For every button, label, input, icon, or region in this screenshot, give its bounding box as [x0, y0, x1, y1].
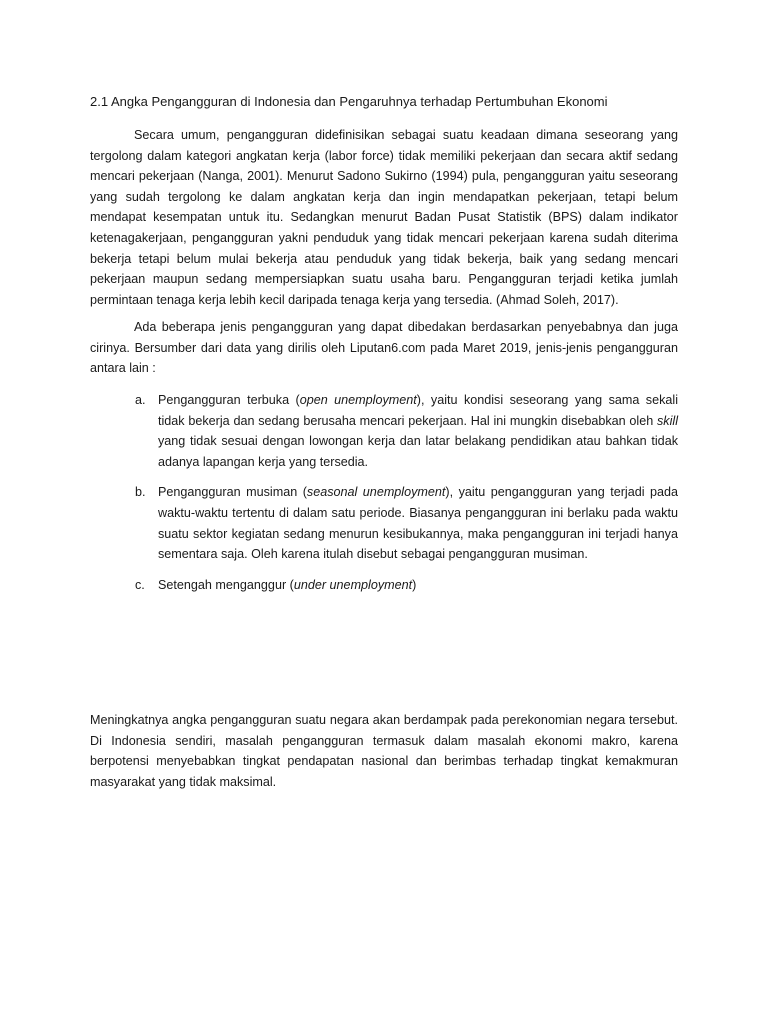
list-item-under-unemployment	[135, 575, 678, 596]
paragraph-text: Secara umum, pengangguran didefinisikan sebagai suatu keadaan dimana seseorang yang tergolong dalam kategori angkatan kerja (labor force) tidak memiliki pekerjaan dan secara aktif sedang mencari pekerjaan (Nanga, 2001). Menurut Sadono Sukirno (1994) pula, pengangguran yaitu seseorang yang sudah tergolong ke dalam angkatan kerja dan ingin mendapatkan pekerjaan, tetapi belum mendapat kesempatan untuk itu. Sedangkan menurut Badan Pusat Statistik (BPS) dalam indikator ketenagakerjaan, pengangguran yakni penduduk yang tidak mencari pekerjaan karena sudah diterima bekerja tetapi belum mulai bekerja atau penduduk yang tidak bekerja, baik yang sedang mencari pekerjaan maupun sedang mempersiapkan suatu usaha baru. Pengangguran terjadi ketika jumlah permintaan tenaga kerja lebih kecil daripada tenaga kerja yang tersedia. (Ahmad Soleh, 2017).	[90, 128, 678, 307]
paragraph-definition	[90, 125, 678, 310]
paragraph-impact	[90, 710, 678, 792]
list-marker: b.	[135, 485, 146, 500]
paragraph-types-intro	[90, 317, 678, 379]
list-item-open-unemployment	[135, 390, 678, 472]
paragraph-text: Ada beberapa jenis pengangguran yang dapat dibedakan berdasarkan penyebabnya dan juga cirinya. Bersumber dari data yang dirilis oleh Liputan6.com pada Maret 2019, jenis-jenis pengangguran antara lain :	[90, 320, 678, 376]
list-item-seasonal-unemployment	[135, 482, 678, 564]
list-marker: c.	[135, 577, 145, 592]
list-item-text: Pengangguran terbuka (open unemployment), yaitu kondisi seseorang yang sama sekali tidak bekerja dan sedang berusaha mencari pekerjaan. Hal ini mungkin disebabkan oleh skill yang tidak sesuai dengan lowongan kerja dan latar belakang pendidikan atau bahkan tidak adanya lapangan kerja yang tersedia.	[158, 393, 679, 469]
unemployment-types-list	[135, 390, 678, 605]
list-item-text: Pengangguran musiman (seasonal unemployment), yaitu pengangguran yang terjadi pada waktu-waktu tertentu di dalam satu periode. Biasanya pengangguran ini berlaku pada waktu suatu sektor kegiatan sedang menurun kesibukannya, maka pengangguran ini terjadi hanya sementara saja. Oleh karena itulah disebut sebagai pengangguran musiman.	[158, 485, 679, 562]
list-item-text: Setengah menganggur (under unemployment)	[158, 577, 417, 592]
section-heading: 2.1 Angka Pengangguran di Indonesia dan Pengaruhnya terhadap Pertumbuhan Ekonomi	[90, 94, 608, 109]
paragraph-text: Meningkatnya angka pengangguran suatu negara akan berdampak pada perekonomian negara tersebut. Di Indonesia sendiri, masalah pengangguran termasuk dalam masalah ekonomi makro, karena berpotensi menyebabkan tingkat pendapatan nasional dan berimbas terhadap tingkat kemakmuran masyarakat yang tidak maksimal.	[90, 713, 678, 789]
list-marker: a.	[135, 393, 146, 407]
